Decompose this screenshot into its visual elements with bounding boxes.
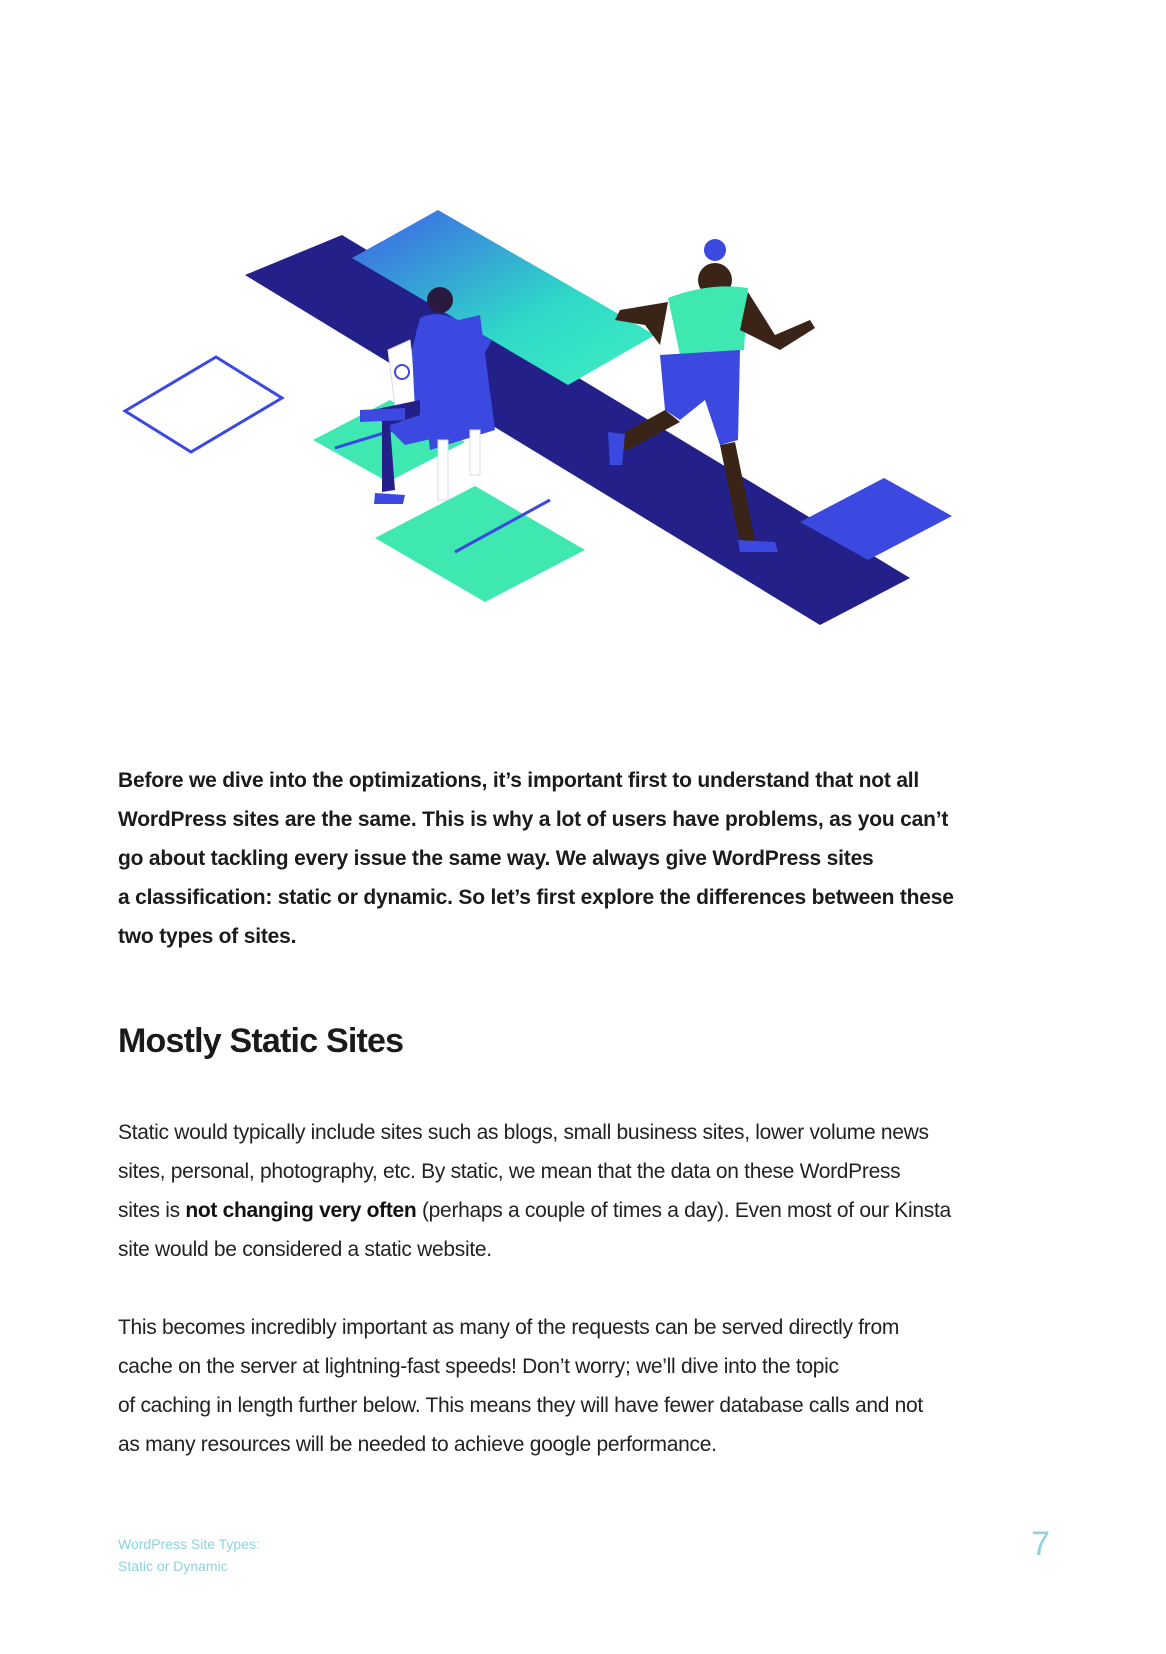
text-run: sites is [118,1199,186,1222]
paragraph-line: sites, personal, photography, etc. By static, we mean that the data on these WordPress [118,1160,901,1183]
outline-tile [125,357,282,452]
paragraph-line: site would be considered a static website. [118,1238,492,1261]
static-sites-paragraph [118,1113,1048,1269]
isometric-illustration [120,210,1020,670]
footer-line: WordPress Site Types: [118,1536,260,1552]
paragraph-line: This becomes incredibly important as many of the requests can be served directly from [118,1316,900,1339]
intro-line: go about tackling every issue the same way. We always give WordPress sites [118,847,874,870]
intro-paragraph [118,761,1018,956]
page-number: 7 [1031,1525,1050,1563]
emphasis-text: not changing very often [185,1199,417,1222]
footer-line: Static or Dynamic [118,1558,228,1574]
paragraph-line: of caching in length further below. This means they will have fewer database calls and not [118,1394,923,1417]
footer-section-title [118,1533,260,1577]
paragraph-line: Static would typically include sites such as blogs, small business sites, lower volume news [118,1121,929,1144]
intro-line: WordPress sites are the same. This is why a lot of users have problems, as you can’t [118,808,949,831]
paragraph-line: cache on the server at lightning-fast speeds! Don’t worry; we’ll dive into the topic [118,1355,839,1378]
intro-line: two types of sites. [118,925,297,948]
caching-paragraph [118,1308,1048,1464]
paragraph-line: as many resources will be needed to achieve google performance. [118,1433,717,1456]
intro-line: a classification: static or dynamic. So let’s first explore the differences between these [118,886,954,909]
text-run: (perhaps a couple of times a day). Even most of our Kinsta [416,1199,951,1222]
mint-tile-2 [375,486,585,602]
paragraph-line-with-emphasis [118,1191,1048,1230]
section-heading: Mostly Static Sites [118,1022,404,1060]
intro-line: Before we dive into the optimizations, it’s important first to understand that not all [118,769,920,792]
